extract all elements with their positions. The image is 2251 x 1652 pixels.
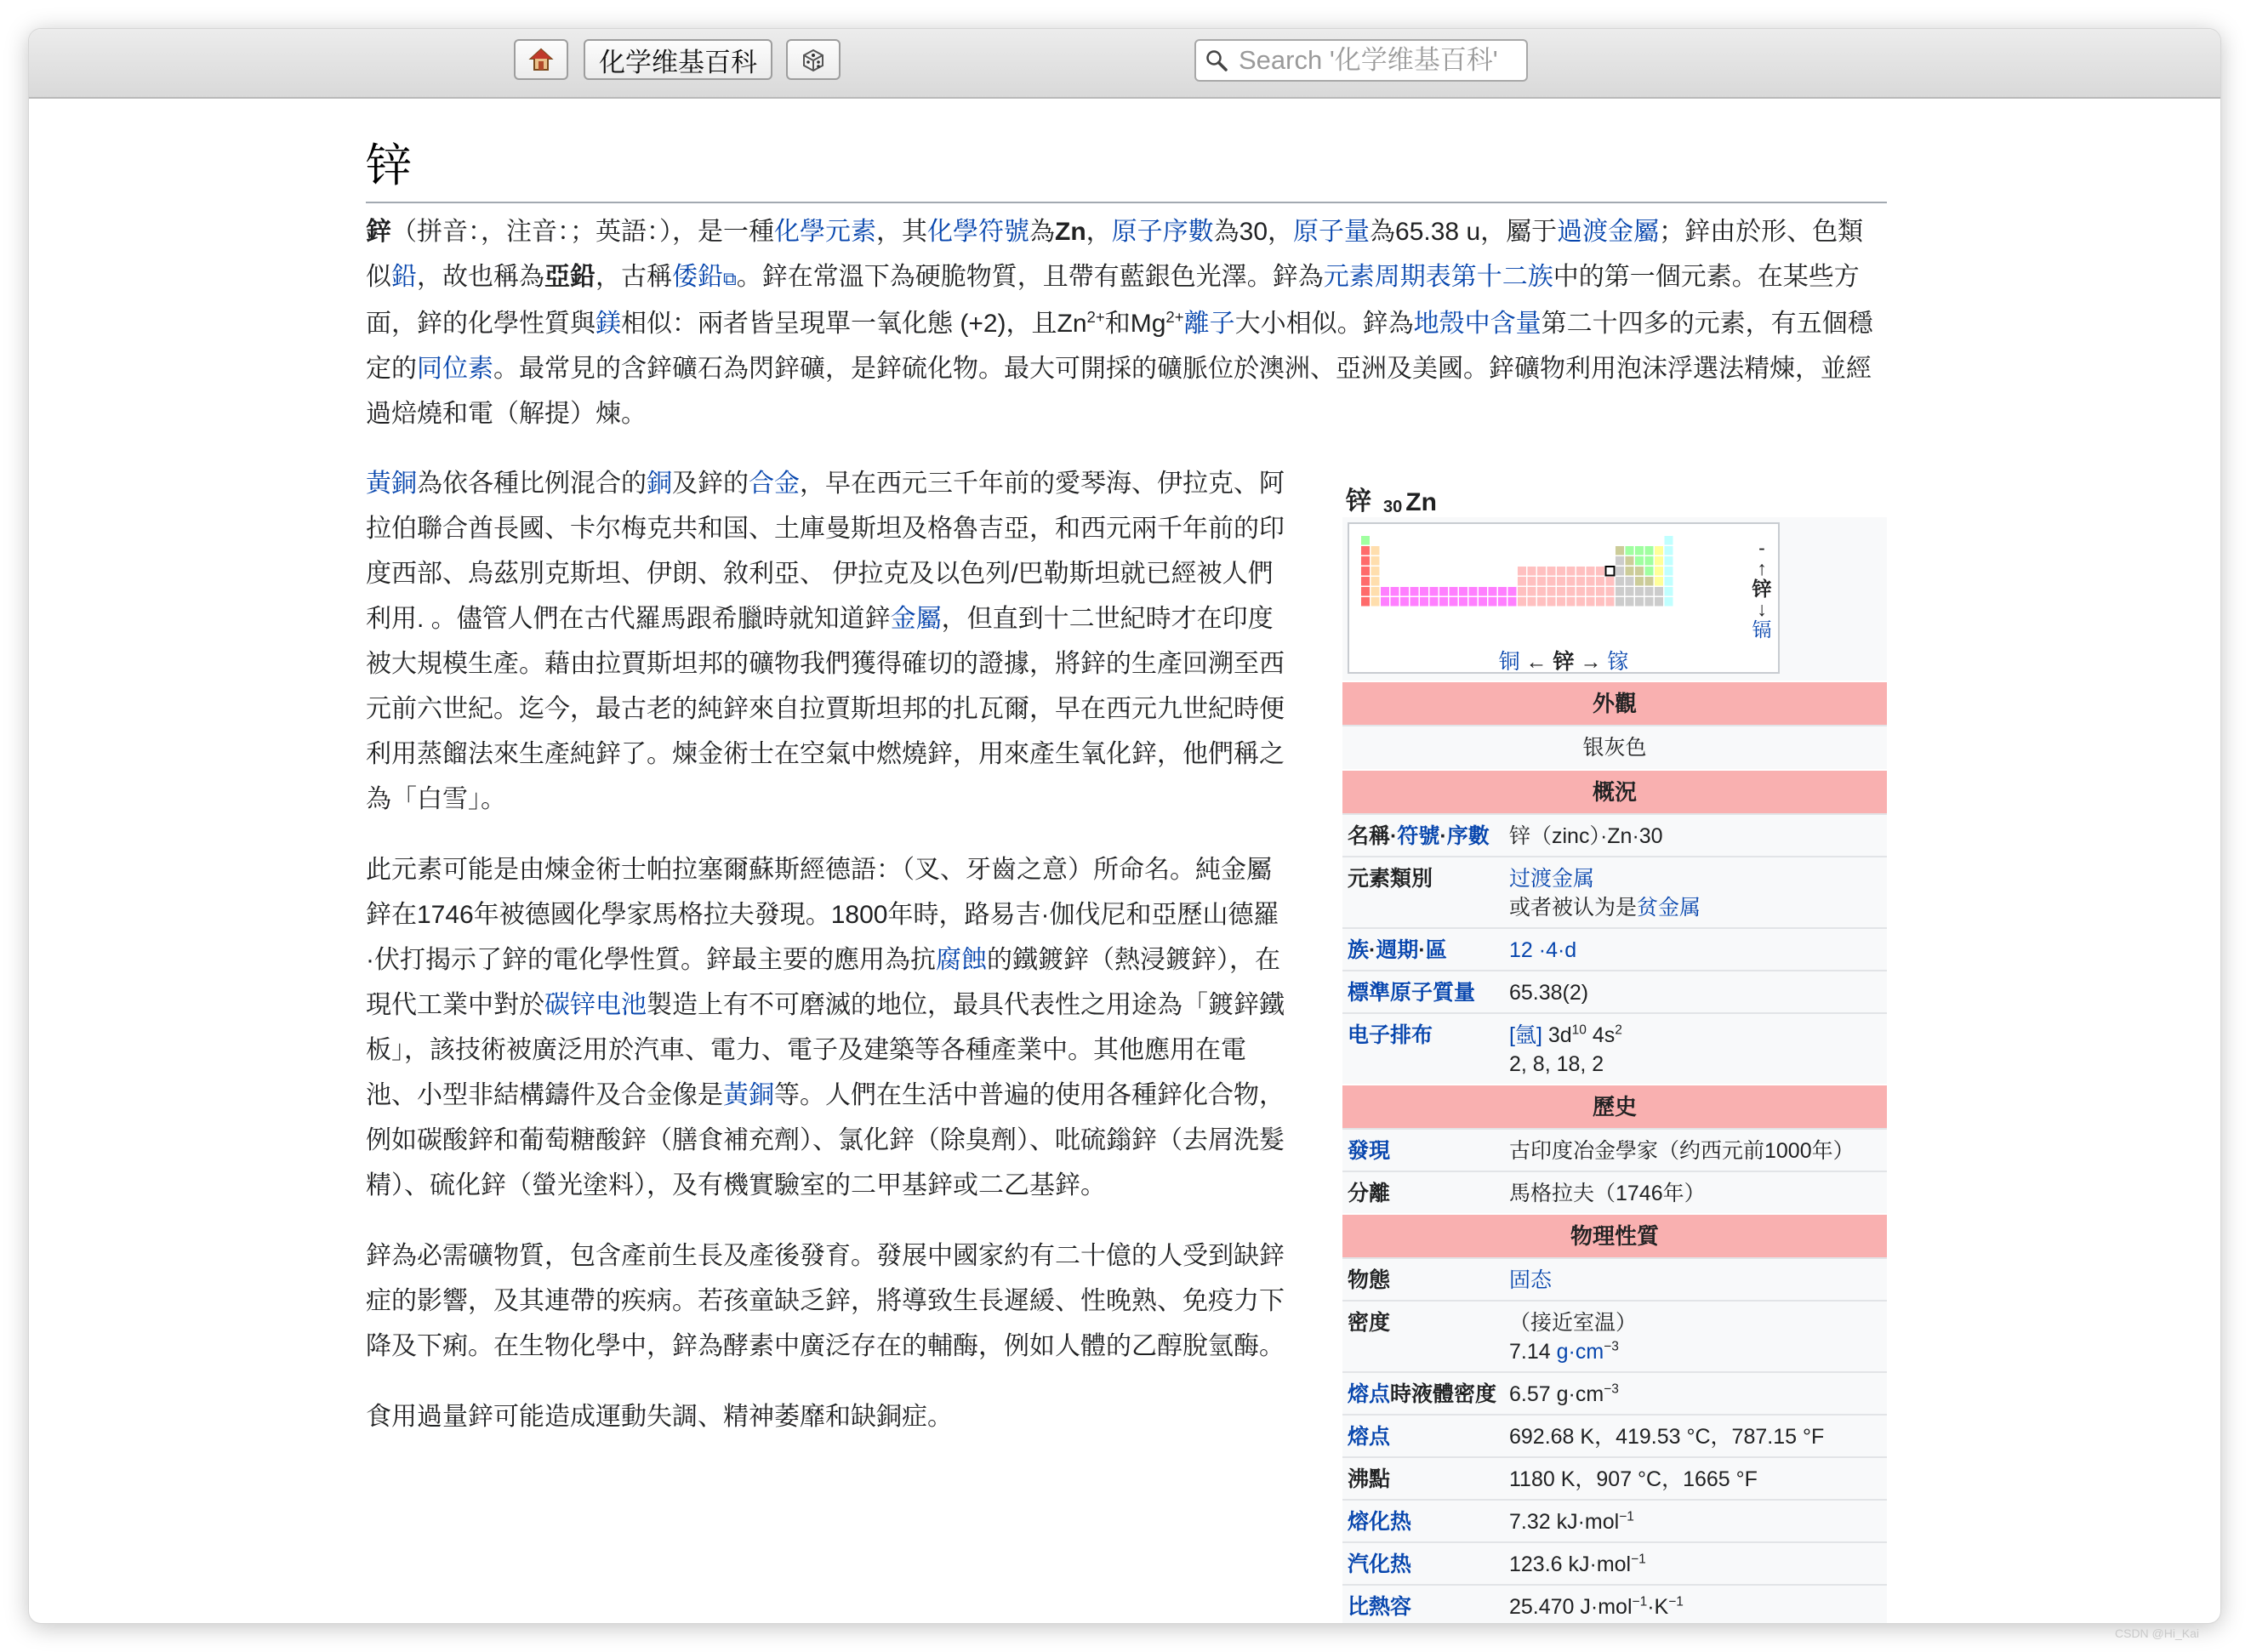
article-body [366,461,1285,1465]
row-heat-of-fusion: 熔化热 7.32 kJ·mol$^{-1}$ [1342,1499,1887,1541]
periodic-cell [1459,587,1467,596]
periodic-cell [1400,587,1409,596]
house-icon [528,47,554,72]
link-chemical-symbol[interactable]: 化學符號 [927,218,1029,246]
link-atomic-number[interactable]: 原子序數 [1111,218,1214,246]
link-melting-point-liquid[interactable]: 熔点 [1348,1382,1391,1406]
link-brass[interactable]: 黃銅 [366,470,417,498]
periodic-cell [1439,597,1448,607]
paragraph-biology: 鋅為必需礦物質，包含產前生長及產後發育。發展中國家約有二十億的人受到缺鋅症的影響，及其連帶的疾病。若孩童缺乏鋅，將導致生長遲緩、性晚熟、免疫力下降及下痢。在生物化學中，鋅為酵素中廣泛存在的輔酶，例如人體的乙醇脫氫酶。 [366,1242,1285,1360]
periodic-cell [1537,577,1546,586]
periodic-cell [1557,587,1565,596]
home-button[interactable] [514,39,568,80]
periodic-cell [1616,577,1624,586]
link-number[interactable]: 序數 [1446,824,1490,848]
row-phase: 物態 固态 [1342,1257,1887,1300]
link-group[interactable]: 族 [1348,938,1370,962]
periodic-cell [1587,567,1595,576]
periodic-cell [1361,577,1370,586]
link-heat-capacity[interactable]: 比熱容 [1348,1595,1412,1619]
periodic-cell [1616,587,1624,596]
row-isolation: 分離 馬格拉夫（1746年） [1342,1171,1887,1213]
periodic-cell [1410,587,1419,596]
periodic-cell [1655,567,1663,576]
periodic-cell [1410,597,1419,607]
periodic-cell [1371,597,1380,607]
periodic-cell [1391,597,1399,607]
periodic-cell [1655,587,1663,596]
periodic-cell [1430,587,1439,596]
infobox-header-physical: 物理性質 [1342,1213,1887,1257]
row-electron-config: 电子排布 [氬] $3d^{10}$ $4s^2$ 2, 8, 18, 2 [1342,1012,1887,1084]
page-title: 锌 [366,129,1887,203]
periodic-cell [1596,587,1604,596]
link-melting-point[interactable]: 熔点 [1348,1425,1391,1449]
periodic-cell [1645,546,1654,555]
link-standard-atomic-weight[interactable]: 標準原子質量 [1348,981,1476,1005]
periodic-cell [1489,587,1497,596]
periodic-cell [1361,587,1370,596]
link-magnesium[interactable]: 鎂 [596,310,621,338]
periodic-cell [1576,577,1585,586]
periodic-cell [1626,597,1634,607]
periodic-cell [1576,587,1585,596]
external-link-icon: ⧉ [723,268,737,289]
periodic-cell [1626,587,1634,596]
periodic-cell [1361,546,1370,555]
search-input[interactable] [1237,44,1513,77]
row-group-period-block: 族·週期·區 12 ·4·d [1342,927,1887,970]
group-navigation: - ↑ 锌 ↓ 镉 [1752,537,1772,641]
link-transition-metal[interactable]: 過渡金屬 [1557,218,1660,246]
periodic-cell [1371,546,1380,555]
periodic-cell [1645,567,1654,576]
site-button-label: 化学维基百科 [599,47,757,77]
periodic-cell [1537,597,1546,607]
link-solid[interactable]: 固态 [1509,1268,1553,1292]
periodic-cell [1665,556,1673,566]
periodic-cell [1596,597,1604,607]
link-symbol[interactable]: 符號 [1397,824,1440,848]
link-corrosion[interactable]: 腐蝕 [936,946,987,974]
periodic-cell [1626,546,1634,555]
random-article-button[interactable] [786,39,841,80]
periodic-cell [1626,556,1634,566]
link-group-12[interactable]: 元素周期表第十二族 [1323,263,1553,291]
periodic-cell [1567,587,1576,596]
period-navigation: 铜 ← 锌 → 镓 [1498,650,1629,674]
periodic-cell [1479,587,1487,596]
periodic-cell [1665,577,1673,586]
periodic-cell [1518,597,1526,607]
link-heat-of-vaporization[interactable]: 汽化热 [1348,1552,1412,1576]
search-box[interactable] [1194,39,1528,82]
periodic-cell [1391,587,1399,596]
periodic-cell [1576,597,1585,607]
periodic-cell [1450,587,1458,596]
link-zinc-carbon-battery[interactable]: 碳锌电池 [544,991,647,1019]
browser-window [29,29,2220,1623]
link-copper-prev[interactable]: 铜 [1498,650,1520,674]
row-density: 密度 （接近室温） 7.14 $g\cdot cm^{-3}$ [1342,1300,1887,1371]
periodic-cell [1635,546,1644,555]
periodic-cell [1655,597,1663,607]
periodic-table-thumbnail[interactable] [1348,522,1780,674]
periodic-cell [1361,597,1370,607]
infobox-header-overview: 概況 [1342,769,1887,813]
periodic-cell [1361,567,1370,576]
periodic-cell [1645,587,1654,596]
periodic-cell [1635,597,1644,607]
periodic-cell [1616,567,1624,576]
periodic-cell [1489,597,1497,607]
link-category-post-transition[interactable]: 贫金属 [1637,896,1701,920]
row-name-symbol-number: 名稱·符號·序數 锌（zinc）·Zn·30 [1342,813,1887,856]
periodic-cell [1616,597,1624,607]
periodic-cell [1400,597,1409,607]
link-cadmium[interactable]: 镉 [1752,618,1772,641]
element-infobox [1342,466,1887,1623]
periodic-cell [1665,567,1673,576]
infobox-header-appearance: 外觀 [1342,681,1887,725]
link-lead[interactable]: 鉛 [391,263,417,291]
periodic-cell [1361,556,1370,566]
periodic-cell [1587,587,1595,596]
link-heat-of-fusion[interactable]: 熔化热 [1348,1510,1412,1534]
paragraph-toxicity: 食用過量鋅可能造成運動失調、精神萎靡和缺銅症。 [366,1403,953,1431]
periodic-cell [1665,536,1673,545]
link-category-transition[interactable]: 过渡金属 [1509,867,1595,891]
row-atomic-weight: 標準原子質量 65.38(2) [1342,970,1887,1012]
link-density-unit[interactable]: g·cm [1556,1340,1604,1364]
link-crust-abundance[interactable]: 地殼中含量 [1413,310,1542,338]
periodic-cell [1557,577,1565,586]
link-block[interactable]: 區 [1425,938,1447,962]
periodic-cell [1616,556,1624,566]
row-category: 元素類別 过渡金属 或者被认为是贫金属 [1342,856,1887,927]
link-electron-config[interactable]: 电子排布 [1348,1023,1433,1047]
link-wo-lead[interactable]: 倭鉛 [672,263,723,291]
row-boiling-point: 沸點 1180 K，907 °C，1665 °F [1342,1456,1887,1499]
periodic-cell [1635,556,1644,566]
link-metal[interactable]: 金屬 [890,605,942,633]
link-period[interactable]: 週期 [1376,938,1419,962]
link-brass-2[interactable]: 黃銅 [723,1081,774,1109]
periodic-cell [1557,597,1565,607]
periodic-cell [1537,567,1546,576]
periodic-cell [1547,577,1556,586]
periodic-cell [1596,567,1604,576]
lead-paragraph: 鋅（拼音：，注音：；英語：），是一種化學元素，其化學符號為Zn，原子序數為30，原子量為65.38 u，屬于過渡金屬；鋅由於形、色類似鉛，故也稱為亞鉛，古稱倭鉛⧉。鋅在常溫下為硬脆物質，且帶有藍銀色光澤。鋅為元素周期表第十二族中的第一個元素。在某些方面，鋅的化學性質與鎂相似：兩者皆呈現單一氧化態 (+2)，且$Zn^{2+}$和$Mg^{2+}$離子大小相似。鋅為地殼中含量第二十四多的元素，有五個穩定的同位素。最常見的含鋅礦石為閃鋅礦，是鋅硫化物。最大可開採的礦脈位於澳洲、亞洲及美國。鋅礦物利用泡沫浮選法精煉，並經過焙燒和電（解提）煉。 [366,218,1873,428]
periodic-cell [1469,597,1478,607]
link-ion[interactable]: 離子 [1183,310,1235,338]
periodic-cell [1665,587,1673,596]
periodic-cell [1537,587,1546,596]
periodic-cell [1498,597,1507,607]
periodic-cell [1616,546,1624,555]
periodic-cell [1518,567,1526,576]
link-copper[interactable]: 銅 [647,470,672,498]
periodic-cell [1528,597,1536,607]
infobox-caption: 锌 30 Zn [1342,466,1887,517]
periodic-cell [1459,597,1467,607]
periodic-cell [1371,587,1380,596]
link-argon[interactable]: [氬] [1509,1023,1542,1047]
periodic-cell [1587,597,1595,607]
periodic-table-graphic [1354,529,1754,643]
link-chemical-element[interactable]: 化學元素 [774,218,876,246]
periodic-cell [1508,597,1517,607]
periodic-cell [1576,567,1585,576]
link-alloy[interactable]: 合金 [749,470,800,498]
periodic-cell [1439,587,1448,596]
periodic-table-section [1342,517,1887,681]
link-isotope[interactable]: 同位素 [417,355,493,383]
periodic-cell [1371,556,1380,566]
periodic-cell [1518,577,1526,586]
periodic-cell [1567,567,1576,576]
periodic-cell [1547,597,1556,607]
periodic-cell [1420,587,1428,596]
periodic-cell [1655,556,1663,566]
paragraph-history: 黃銅為依各種比例混合的銅及鋅的合金，早在西元三千年前的愛琴海、伊拉克、阿拉伯聯合酋長國、卡尔梅克共和国、土庫曼斯坦及格魯吉亞，和西元兩千年前的印度西部、烏茲別克斯坦、伊朗、敘利亞、 伊拉克及以色列/巴勒斯坦就已經被人們利用. 。儘管人們在古代羅馬跟希臘時就知道鋅金屬，但直到十二世紀時才在印度被大規模生產。藉由拉賈斯坦邦的礦物我們獲得確切的證據，將鋅的生產回溯至西元前六世紀。迄今，最古老的純鋅來自拉賈斯坦邦的扎瓦爾，早在西元九世紀時便利用蒸餾法來生產純鋅了。煉金術士在空氣中燃燒鋅，用來產生氧化鋅，他們稱之為「白雪」。 [366,470,1285,813]
row-heat-capacity: 比熱容 25.470 $J\cdot mol^{-1}\cdot K^{-1}$ [1342,1584,1887,1623]
periodic-cell [1479,597,1487,607]
search-icon [1205,48,1228,72]
periodic-cell [1655,577,1663,586]
periodic-cell [1469,587,1478,596]
row-liquid-density: 熔点時液體密度 6.57 $g\cdot cm^{-3}$ [1342,1371,1887,1414]
periodic-cell [1645,556,1654,566]
periodic-cell [1567,577,1576,586]
periodic-cell [1606,597,1615,607]
periodic-cell [1587,577,1595,586]
paragraph-discovery: 此元素可能是由煉金術士帕拉塞爾蘇斯經德語：（叉、牙齒之意）所命名。純金屬鋅在1746年被德國化學家馬格拉夫發現。1800年時，路易吉·伽伐尼和亞歷山德羅·伏打揭示了鋅的電化學性質。鋅最主要的應用為抗腐蝕的鐵鍍鋅（熱浸鍍鋅），在現代工業中對於碳锌电池製造上有不可磨滅的地位，最具代表性之用途為「鍍鋅鐵板」，該技術被廣泛用於汽車、電力、電子及建築等各種產業中。其他應用在電池、小型非結構鑄件及合金像是黃銅等。人們在生活中普遍的使用各種鋅化合物，例如碳酸鋅和葡萄糖酸鋅（膳食補充劑）、氯化鋅（除臭劑）、吡硫鎓鋅（去屑洗髮精）、硫化鋅（螢光塗料），及有機實驗室的二甲基鋅或二乙基鋅。 [366,856,1285,1199]
periodic-cell [1635,567,1644,576]
wiki-toolbar [29,29,2220,99]
row-melting-point: 熔点 692.68 K，419.53 °C，787.15 °F [1342,1414,1887,1456]
periodic-cell [1606,587,1615,596]
periodic-cell [1655,546,1663,555]
periodic-cell [1547,567,1556,576]
periodic-cell [1626,577,1634,586]
link-gallium-next[interactable]: 镓 [1607,650,1629,674]
watermark: CSDN @Hi_Kai [2115,1626,2200,1640]
periodic-cell [1635,587,1644,596]
periodic-cell [1371,567,1380,576]
periodic-cell [1645,577,1654,586]
periodic-cell [1606,577,1615,586]
periodic-cell [1557,567,1565,576]
row-discovery: 發現 古印度冶金學家（约西元前1000年） [1342,1128,1887,1171]
periodic-cell [1508,587,1517,596]
periodic-cell [1430,597,1439,607]
periodic-cell [1450,597,1458,607]
row-heat-of-vaporization: 汽化热 123.6 kJ·mol$^{-1}$ [1342,1541,1887,1584]
lead-term: 鋅 [366,218,391,246]
dice-icon [801,47,826,72]
periodic-cell [1635,577,1644,586]
periodic-cell [1381,597,1389,607]
periodic-cell [1665,597,1673,607]
periodic-cell [1645,597,1654,607]
infobox-header-history: 歷史 [1342,1084,1887,1128]
periodic-cell [1361,536,1370,545]
periodic-cell [1498,587,1507,596]
link-atomic-weight[interactable]: 原子量 [1293,218,1371,246]
periodic-cell [1528,577,1536,586]
site-home-button[interactable] [584,39,772,80]
periodic-cell [1420,597,1428,607]
periodic-cell [1547,587,1556,596]
periodic-cell [1626,567,1634,576]
periodic-cell [1665,546,1673,555]
link-discovery[interactable]: 發現 [1348,1139,1391,1163]
appearance-value: 银灰色 [1342,725,1887,769]
article-content [29,97,2220,1623]
link-gpb-value[interactable]: 12 ·4·d [1509,938,1577,962]
periodic-cell [1381,587,1389,596]
periodic-cell [1528,587,1536,596]
periodic-cell [1518,587,1526,596]
periodic-cell [1606,567,1615,576]
periodic-cell [1567,597,1576,607]
periodic-cell [1596,577,1604,586]
periodic-cell [1371,577,1380,586]
periodic-cell [1528,567,1536,576]
